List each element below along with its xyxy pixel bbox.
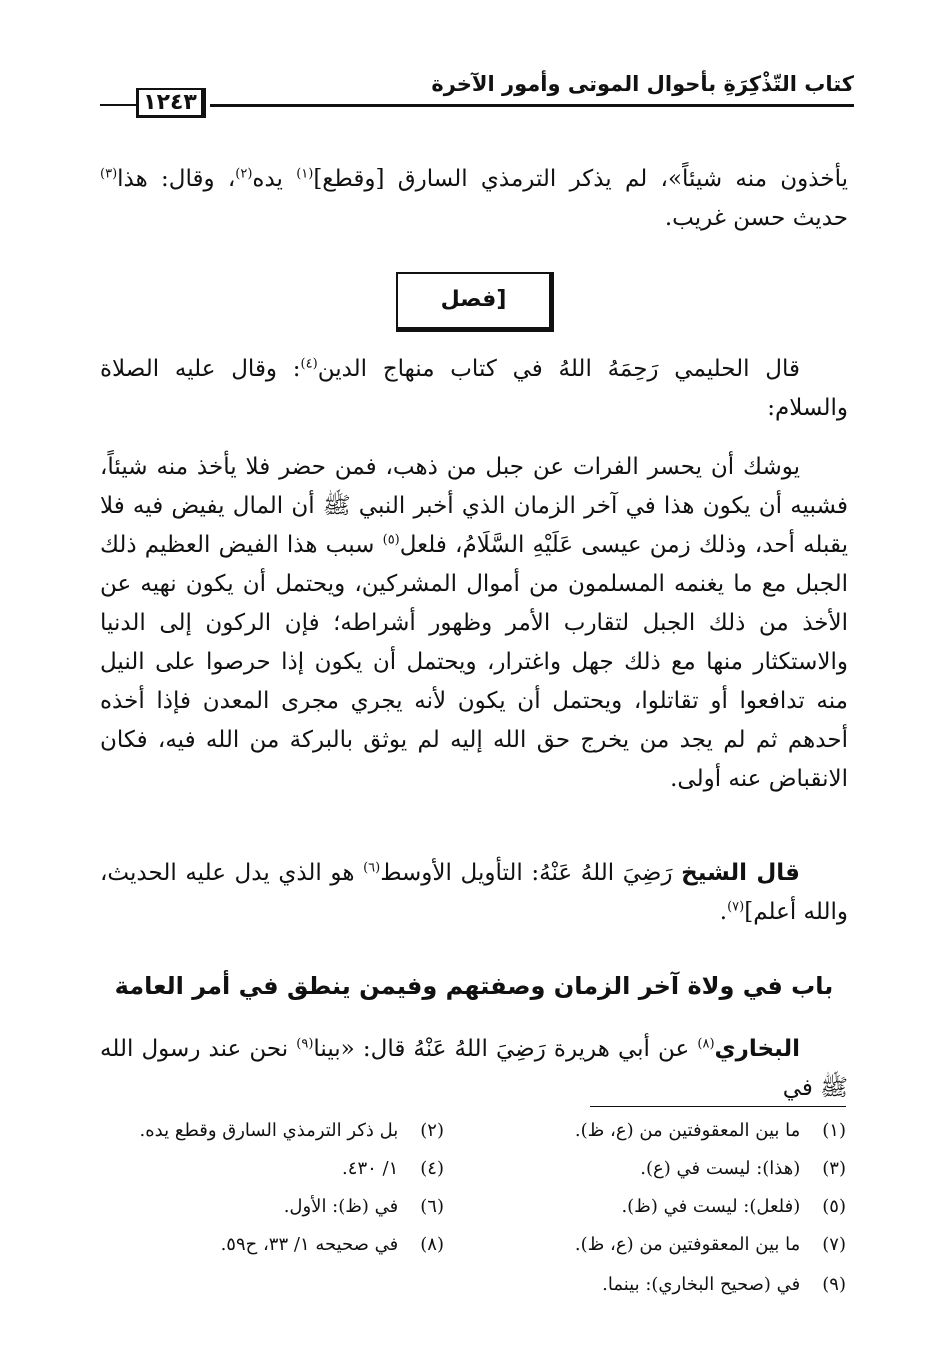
- footnote-ref: (٤): [300, 356, 318, 372]
- footnote-ref: (٧): [727, 899, 745, 915]
- footnote-number: (٩): [822, 1274, 846, 1295]
- paragraph-4: [100, 854, 848, 932]
- footnote-3: [546, 1154, 846, 1184]
- text-run: قال الحليمي رَحِمَهُ اللهُ في كتاب منهاج الدين: [317, 356, 801, 382]
- footnote-text: في (ظ): الأول.: [283, 1196, 399, 1217]
- section-heading-box: [فصل: [396, 272, 554, 332]
- chapter-title: باب في ولاة آخر الزمان وصفتهم وفيمن ينطق في أمر العامة: [114, 972, 834, 1000]
- footnote-number: (٦): [420, 1196, 444, 1217]
- footnote-text: ما بين المعقوفتين من (ع، ظ).: [574, 1234, 801, 1255]
- footnote-6: [104, 1192, 444, 1222]
- footnote-number: (٨): [420, 1234, 444, 1255]
- text-run: : وقال عليه الصلاة والسلام:: [100, 356, 848, 421]
- footnote-7: [546, 1230, 846, 1260]
- page-number: ١٢٤٣: [136, 88, 206, 118]
- text-run: يوشك أن يحسر الفرات عن جبل من ذهب، فمن حضر فلا يأخذ منه شيئاً، فشبيه أن يكون هذا في آخر الزمان الذي أخبر النبي ﷺ أن المال يفيض فيه فلا يقبله أحد، وذلك زمن عيسى عَلَيْهِ السَّلَامُ، فلعل: [100, 454, 848, 558]
- header-rule-short: [100, 104, 136, 106]
- text-run: يأخذون منه شيئاً»، لم يذكر الترمذي السارق [وقطع]: [313, 166, 848, 192]
- footnote-1: [546, 1116, 846, 1146]
- footnote-number: (٥): [822, 1196, 846, 1217]
- text-run: رَضِيَ اللهُ عَنْهُ: التأويل الأوسط: [380, 860, 682, 886]
- text-run: حديث حسن غريب.: [664, 205, 848, 231]
- footnote-ref: (٥): [382, 532, 400, 548]
- footnote-4: [104, 1154, 444, 1184]
- footnote-ref: (١): [296, 166, 314, 182]
- footnote-text: ١/ ٤٣٠.: [342, 1158, 399, 1179]
- text-run: سبب هذا الفيض العظيم ذلك الجبل مع ما يغنمه المسلمون من أموال المشركين، ويحتمل أن يكون نهيه عن الأخذ من ذلك الجبل لتقارب الأمر وظهور أشراطه؛ فإن الركون إلى الدنيا والاستكثار منها مع ذلك جهل واغترار، ويحتمل أن يكون إذا حرصوا على النيل منه تدافعوا أو تقاتلوا، ويحتمل أن يكون لأنه يجري مجرى المعدن فإذا أخذه أحدهم ثم لم يجد من يخرج حق الله إليه لم يوثق بالبركة من الله فيه، فكان الانقباض عنه أولى.: [100, 532, 848, 792]
- footnote-text: ما بين المعقوفتين من (ع، ظ).: [574, 1120, 801, 1141]
- paragraph-5: [100, 1030, 848, 1108]
- footnote-ref: (٦): [363, 860, 381, 876]
- footnote-text: (فلعل): ليست في (ظ).: [621, 1196, 801, 1217]
- footnote-ref: (٢): [235, 166, 253, 182]
- footnote-text: في صحيحه ١/ ٣٣، ح٥٩.: [220, 1234, 399, 1255]
- text-run: نحن عند رسول الله ﷺ في: [100, 1036, 848, 1101]
- footnote-text: (هذا): ليست في (ع).: [640, 1158, 801, 1179]
- text-run: ، وقال: هذا: [117, 166, 236, 192]
- footnote-8: [104, 1230, 444, 1260]
- bold-text: قال الشيخ: [681, 860, 800, 886]
- text-run: يده: [252, 166, 297, 192]
- footnote-ref: (٨): [697, 1036, 715, 1052]
- footnote-number: (٤): [420, 1158, 444, 1179]
- footnote-number: (٢): [420, 1120, 444, 1141]
- footnote-separator: [590, 1106, 846, 1107]
- footnote-ref: (٣): [100, 166, 118, 182]
- paragraph-3: [100, 448, 848, 799]
- text-run: عن أبي هريرة رَضِيَ اللهُ عَنْهُ قال: «بينا: [313, 1036, 698, 1062]
- footnote-number: (١): [822, 1120, 846, 1141]
- text-run: .: [719, 899, 728, 925]
- footnote-5: [546, 1192, 846, 1222]
- running-title: كتاب التّذْكِرَةِ بأحوال الموتى وأمور الآخرة: [431, 72, 854, 96]
- text-run: هو الذي يدل عليه الحديث، والله أعلم]: [100, 860, 848, 925]
- footnote-2: [104, 1116, 444, 1146]
- paragraph-1: [100, 160, 848, 238]
- footnote-text: بل ذكر الترمذي السارق وقطع يده.: [139, 1120, 399, 1141]
- footnote-ref: (٩): [296, 1036, 314, 1052]
- header-rule: [210, 104, 854, 107]
- footnote-number: (٧): [822, 1234, 846, 1255]
- footnote-9: [546, 1270, 846, 1300]
- paragraph-2: [100, 350, 848, 428]
- footnote-number: (٣): [822, 1158, 846, 1179]
- footnote-text: في (صحيح البخاري): بينما.: [602, 1274, 801, 1295]
- bold-text: البخاري: [714, 1036, 800, 1062]
